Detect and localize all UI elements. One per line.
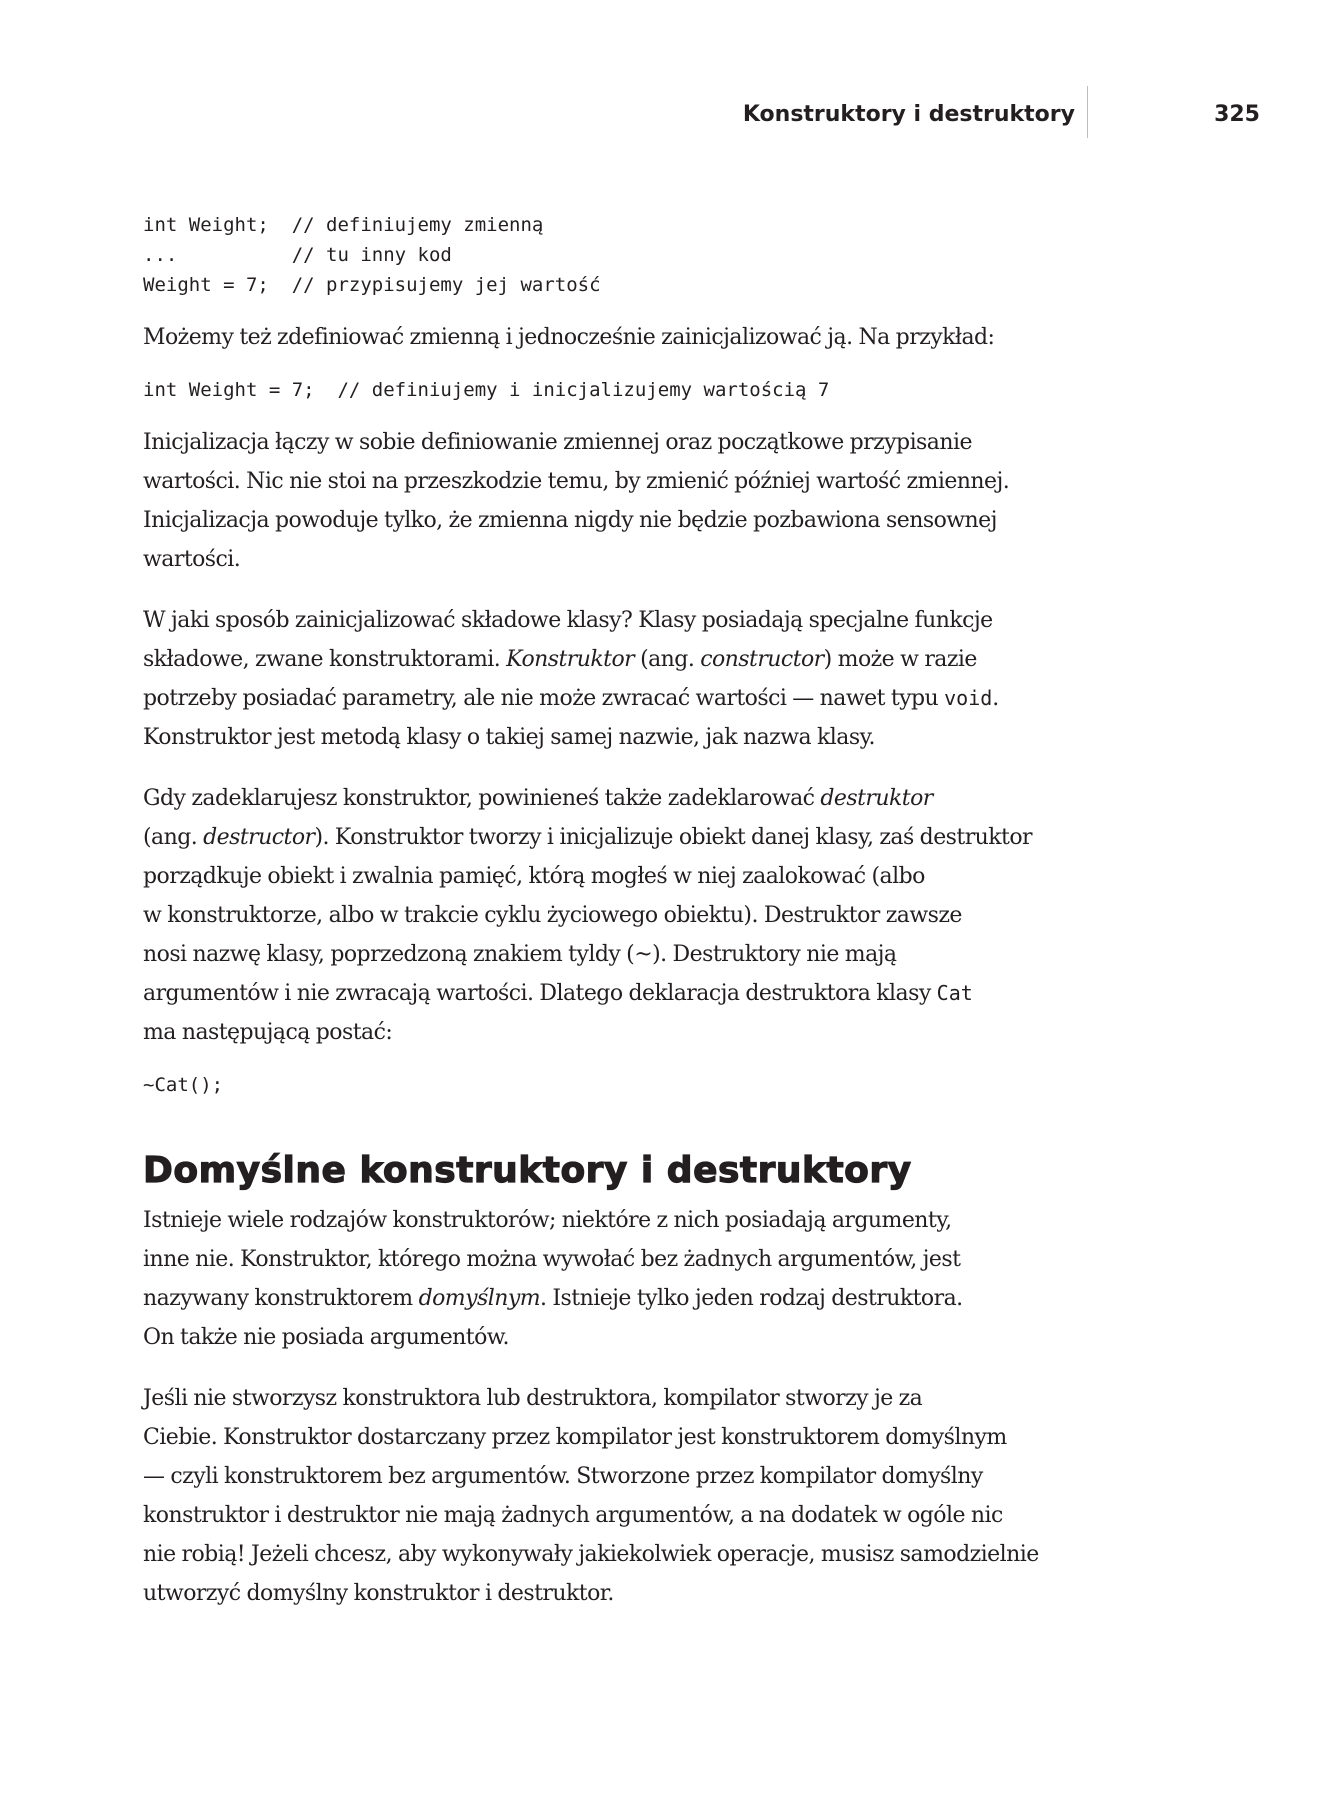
term-destructor: destructor xyxy=(203,825,315,850)
text-line: Inicjalizacja powoduje tylko, że zmienna nigdy nie będzie pozbawiona sensownej xyxy=(143,508,997,533)
text-line: Możemy też zdefiniować zmienną i jednocześnie zainicjalizować ją. Na przykład: xyxy=(143,325,995,350)
text-line: w konstruktorze, albo w trakcie cyklu życiowego obiektu). Destruktor zawsze xyxy=(143,903,962,928)
paragraph-default-constructors xyxy=(143,1201,1089,1357)
paragraph-destructor xyxy=(143,779,1089,1052)
text-segment: składowe, zwane konstruktorami. xyxy=(143,647,507,672)
text-segment: argumentów i nie zwracają wartości. Dlatego deklaracja destruktora klasy xyxy=(143,981,937,1006)
term-konstruktor: Konstruktor xyxy=(506,647,635,672)
paragraph-compiler-generated xyxy=(143,1379,1089,1613)
section-heading: Domyślne konstruktory i destruktory xyxy=(143,1150,912,1191)
code-block-weight-declaration: int Weight; // definiujemy zmienną ... // tu inny kod Weight = 7; // przypisujemy jej wartość xyxy=(143,214,601,296)
text-segment: potrzeby posiadać parametry, ale nie może zwracać wartości — nawet typu xyxy=(143,686,945,711)
text-line: Istnieje wiele rodzajów konstruktorów; niektóre z nich posiadają argumenty, xyxy=(143,1208,952,1233)
text-line: nosi nazwę klasy, poprzedzoną znakiem tyldy (~). Destruktory nie mają xyxy=(143,942,897,967)
code-block-weight-init: int Weight = 7; // definiujemy i inicjalizujemy wartością 7 xyxy=(143,379,830,401)
text-segment: . Istnieje tylko jeden rodzaj destruktora. xyxy=(540,1286,963,1311)
text-line: wartości. xyxy=(143,547,241,572)
text-line: ma następującą postać: xyxy=(143,1020,393,1045)
text-line xyxy=(143,974,1089,1013)
text-line xyxy=(143,818,1089,857)
text-line: On także nie posiada argumentów. xyxy=(143,1325,509,1350)
text-line: nie robią! Jeżeli chcesz, aby wykonywały jakiekolwiek operacje, musisz samodzielnie xyxy=(143,1542,1039,1567)
text-line: Inicjalizacja łączy w sobie definiowanie zmiennej oraz początkowe przypisanie xyxy=(143,430,972,455)
text-line: wartości. Nic nie stoi na przeszkodzie temu, by zmienić później wartość zmiennej. xyxy=(143,469,1010,494)
term-constructor: constructor xyxy=(700,647,824,672)
text-line: porządkuje obiekt i zwalnia pamięć, którą mogłeś w niej zaalokować (albo xyxy=(143,864,925,889)
code-block-destructor: ~Cat(); xyxy=(143,1074,224,1096)
text-line: Konstruktor jest metodą klasy o takiej samej nazwie, jak nazwa klasy. xyxy=(143,725,875,750)
paragraph-init-intro xyxy=(143,318,1089,357)
term-domyslnym: domyślnym xyxy=(418,1286,541,1311)
text-line: inne nie. Konstruktor, którego można wywołać bez żadnych argumentów, jest xyxy=(143,1247,961,1272)
term-destruktor: destruktor xyxy=(820,786,933,811)
text-line xyxy=(143,779,1089,818)
text-segment: (ang. xyxy=(634,647,701,672)
text-line xyxy=(143,1279,1089,1318)
text-line: — czyli konstruktorem bez argumentów. Stworzone przez kompilator domyślny xyxy=(143,1464,983,1489)
text-line: Jeśli nie stworzysz konstruktora lub destruktora, kompilator stworzy je za xyxy=(143,1386,923,1411)
page-body xyxy=(143,210,1089,1613)
paragraph-initialization xyxy=(143,423,1089,579)
text-line: Ciebie. Konstruktor dostarczany przez kompilator jest konstruktorem domyślnym xyxy=(143,1425,1007,1450)
text-segment: ). Konstruktor tworzy i inicjalizuje obiekt danej klasy, zaś destruktor xyxy=(314,825,1033,850)
text-line: W jaki sposób zainicjalizować składowe klasy? Klasy posiadają specjalne funkcje xyxy=(143,608,993,633)
text-line: konstruktor i destruktor nie mają żadnych argumentów, a na dodatek w ogóle nic xyxy=(143,1503,1003,1528)
page-number: 325 xyxy=(1214,102,1260,127)
running-head xyxy=(0,100,1339,140)
inline-code-cat: Cat xyxy=(936,981,973,1005)
text-line: utworzyć domyślny konstruktor i destruktor. xyxy=(143,1581,614,1606)
text-segment: ) może w razie xyxy=(823,647,977,672)
text-segment: (ang. xyxy=(143,825,204,850)
text-line xyxy=(143,679,1089,718)
chapter-title: Konstruktory i destruktory xyxy=(742,102,1075,127)
text-segment: Gdy zadeklarujesz konstruktor, powinieneś także zadeklarować xyxy=(143,786,821,811)
inline-code-void: void xyxy=(944,686,993,710)
text-segment: nazywany konstruktorem xyxy=(143,1286,419,1311)
paragraph-constructor xyxy=(143,601,1089,757)
text-segment: . xyxy=(992,686,999,711)
text-line xyxy=(143,640,1089,679)
header-divider xyxy=(1087,86,1088,138)
